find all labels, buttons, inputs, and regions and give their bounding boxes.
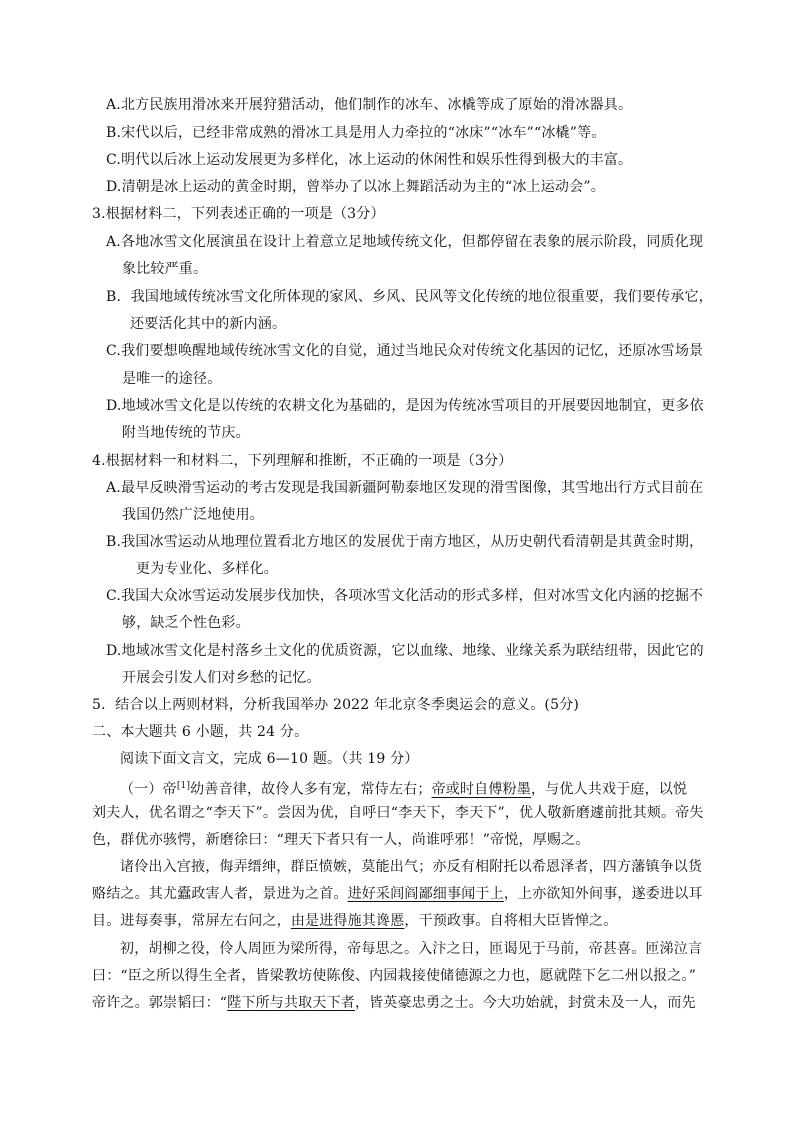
q3-option-c-line2: 是唯一的途径。 [122,371,222,387]
passage-text: ，干预政事。自将相大臣皆惮之。 [404,913,618,929]
passage-paragraph-3-line-3 [92,994,696,1012]
passage-paragraph-1-line-1 [120,777,687,799]
q2-option-b: B.宋代以后，已经非常成熟的滑冰工具是用人力牵拉的“冰床”“冰车”“冰橇”等。 [106,125,606,141]
passage-text: 赂结之。其尤蠹政害人者，景进为之首。 [92,886,348,902]
passage-paragraph-3-line-1: 初，胡柳之役，伶人周匝为梁所得，帝每思之。入汴之日，匝谒见于马前，帝甚喜。匝涕泣言 [120,941,703,957]
section-2-heading: 二、本大题共 6 小题，共 24 分。 [92,724,309,740]
underlined-sentence: 进好采闾阎鄙细事闻于上 [347,886,504,902]
reading-instructions: 阅读下面文言文，完成 6—10 题。（共 19 分） [120,751,419,767]
q4-stem: 4.根据材料一和材料二，下列理解和推断，不正确的一项是（3分） [92,453,513,469]
q3-stem: 3.根据材料二，下列表述正确的一项是（3分） [92,206,385,222]
underlined-sentence: 陛下所与共取天下者 [227,995,355,1011]
footnote-marker: [1] [176,781,191,791]
q2-option-d: D.清朝是冰上运动的黄金时期，曾举办了以冰上舞蹈活动为主的“冰上运动会”。 [106,179,605,195]
passage-paragraph-1-line-2: 刘夫人，优名谓之“李天下”。尝因为优，自呼曰“李天下，李天下”，优人敬新磨遽前批其颊。帝失 [92,805,704,821]
passage-text: ，与优人共戏于庭，以悦 [530,781,688,798]
q4-option-b-line2: 更为专业化、多样化。 [136,561,278,577]
q2-option-a: A.北方民族用滑冰来开展狩猎活动，他们制作的冰车、冰橇等成了原始的滑冰器具。 [106,97,633,113]
underlined-sentence: 由是进得施其谗慝 [290,913,405,929]
q3-option-b-line2: 还要活化其中的新内涵。 [130,316,287,332]
passage-paragraph-3-line-2: 曰：“臣之所以得生全者，皆梁教坊使陈俊、内园栽接使储德源之力也，愿就陛下乞二州以报之。” [92,968,697,984]
underlined-sentence: 帝或时自傅粉墨 [431,781,531,798]
q3-option-c-line1: C.我们要想唤醒地域传统冰雪文化的自觉，通过当地民众对传统文化基因的记忆，还原冰雪场景 [106,343,704,359]
q4-option-d-line2: 开展会引发人们对乡愁的记忆。 [122,670,321,686]
passage-text: （一）帝 [120,781,177,798]
q3-option-a-line1: A.各地冰雪文化展演虽在设计上着意立足地域传统文化，但都停留在表象的展示阶段，同质化现 [106,234,704,250]
q4-option-c-line2: 够，缺乏个性色彩。 [122,615,250,631]
passage-paragraph-2-line-1: 诸伶出入宫掖，侮弄缙绅，群臣愤嫉，莫能出气；亦反有相附托以希恩泽者，四方藩镇争以货 [120,859,703,875]
q3-option-a-line2: 象比较严重。 [122,261,208,277]
q4-option-a-line2: 我国仍然广泛地使用。 [122,507,264,523]
q4-option-d-line1: D.地域冰雪文化是村落乡土文化的优质资源，它以血缘、地缘、业缘关系为联结纽带，因此它的 [106,643,704,659]
q3-option-d-line2: 附当地传统的节庆。 [122,425,250,441]
passage-text: ，上亦欲知外间事，遂委进以耳 [503,886,703,902]
passage-paragraph-2-line-3 [92,912,617,930]
q2-option-c: C.明代以后冰上运动发展更为多样化，冰上运动的休闲性和娱乐性得到极大的丰富。 [106,152,633,168]
passage-text: 帝许之。郭崇韬曰：“ [92,995,228,1011]
passage-text: 幼善音律，故伶人多有宠，常侍左右； [190,781,432,798]
q5-question: 5．结合以上两则材料，分析我国举办 2022 年北京冬季奥运会的意义。(5分) [92,697,580,713]
q3-option-d-line1: D.地域冰雪文化是以传统的农耕文化为基础的，是因为传统冰雪项目的开展要因地制宜，更多依 [106,398,704,414]
passage-paragraph-2-line-2 [92,885,703,903]
q4-option-a-line1: A.最早反映滑雪运动的考古发现是我国新疆阿勒泰地区发现的滑雪图像，其雪地出行方式目前在 [106,480,704,496]
passage-paragraph-1-line-3: 色，群优亦骇愕，新磨徐曰：“理天下者只有一人，尚谁呼邪！”帝悦，厚赐之。 [92,832,590,848]
q4-option-b-line1: B.我国冰雪运动从地理位置看北方地区的发展优于南方地区，从历史朝代看清朝是其黄金时期， [106,534,704,550]
passage-text: 目。进每奏事，常屏左右问之， [92,913,291,929]
passage-text: ，皆英豪忠勇之士。今大功始就，封赏未及一人，而先 [354,995,696,1011]
q4-option-c-line1: C.我国大众冰雪运动发展步伐加快，各项冰雪文化活动的形式多样，但对冰雪文化内涵的挖掘不 [106,588,704,604]
q3-option-b-line1: B．我国地域传统冰雪文化所体现的家风、乡风、民风等文化传统的地位很重要，我们要传承它， [106,289,713,305]
